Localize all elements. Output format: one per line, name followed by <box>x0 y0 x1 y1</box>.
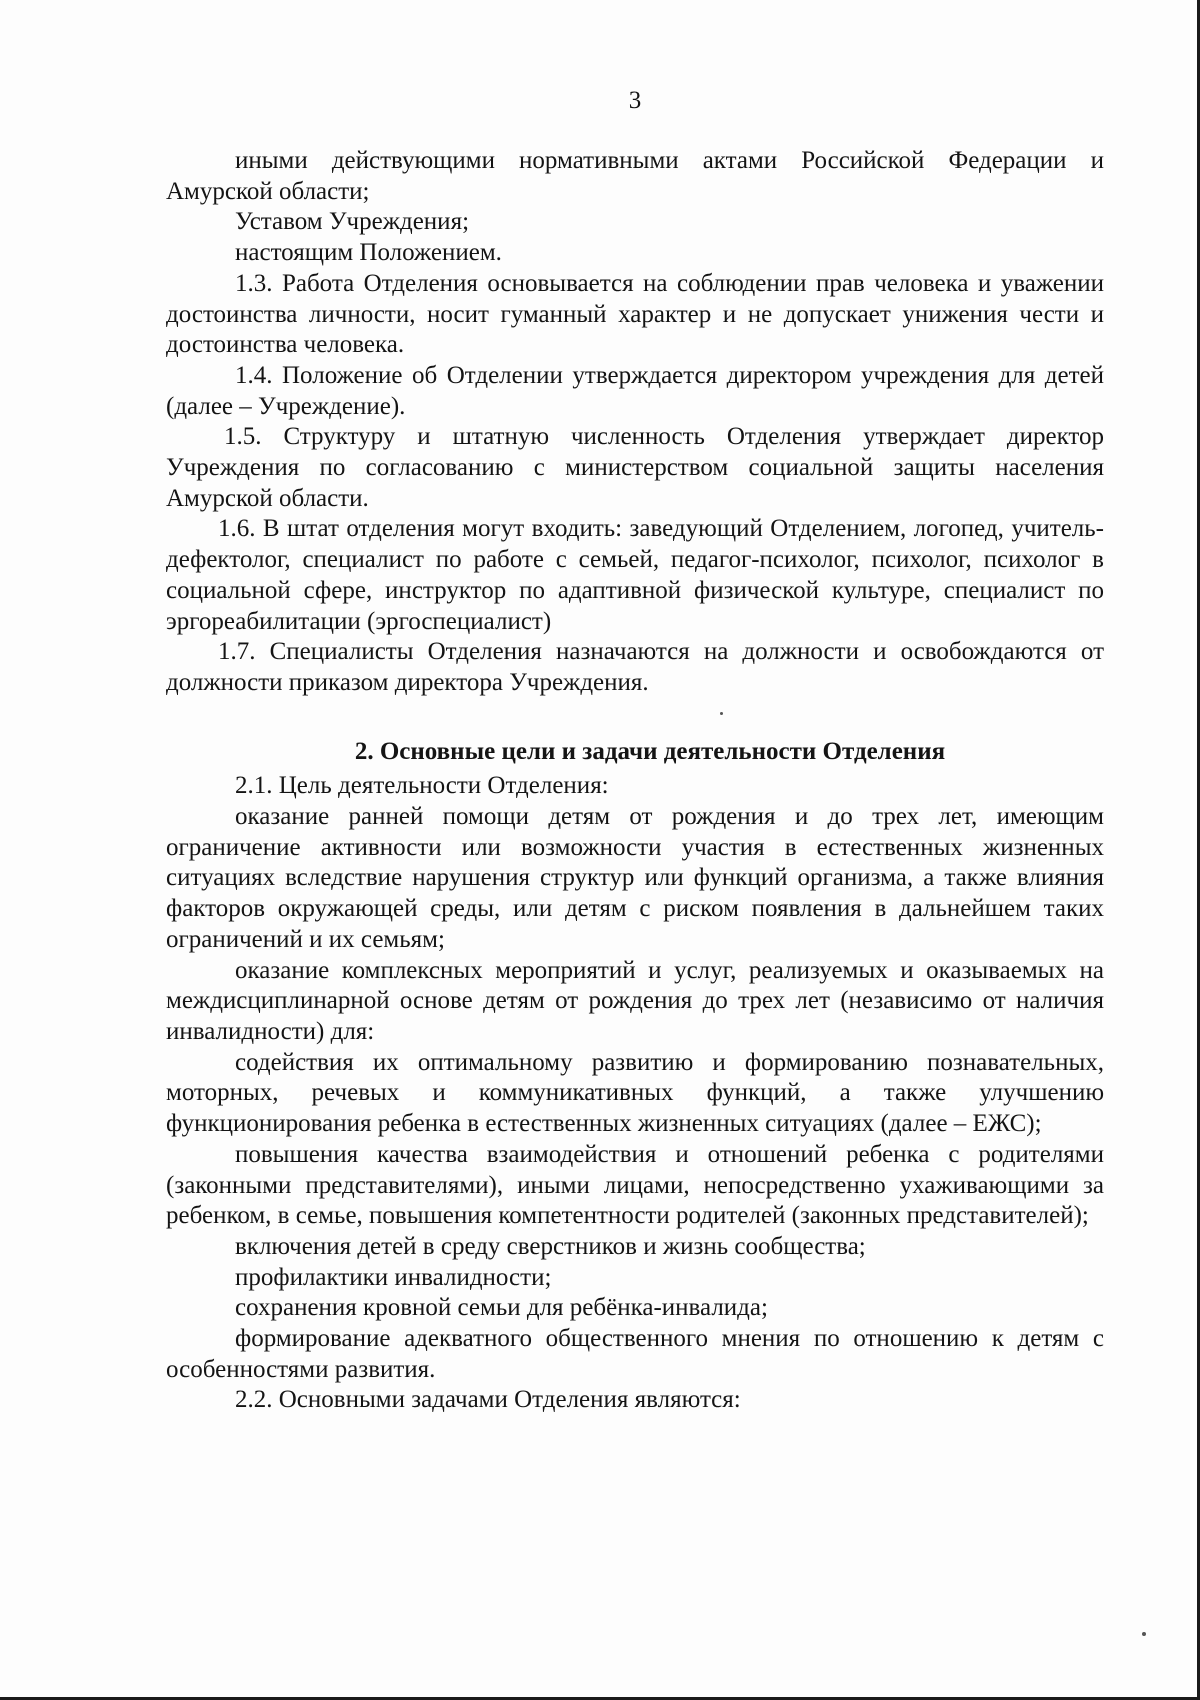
goal-family-preservation: сохранения кровной семьи для ребёнка-инвалида; <box>235 1294 768 1322</box>
goal-complex-services: оказание комплексных мероприятий и услуг, реализуемых и оказываемых на междисциплинарной основе детям от рождения до трех лет (независимо от наличия инвалидности) для: <box>166 956 1104 1045</box>
goal-inclusion: включения детей в среду сверстников и жизнь сообщества; <box>235 1232 866 1260</box>
clause-1-6: 1.6. В штат отделения могут входить: заведующий Отделением, логопед, учитель-дефектолог, специалист по работе с семьей, педагог-психолог, психолог, психолог в социальной сфере, инструктор по адаптивной физической культуре, специалист по эргореабилитации (эргоспециалист) <box>166 515 1104 635</box>
section-1-continuation <box>166 146 1104 699</box>
document-body <box>166 146 1104 1416</box>
clause-2-1: 2.1. Цель деятельности Отделения: <box>235 772 609 800</box>
clause-1-7: 1.7. Специалисты Отделения назначаются на должности и освобождаются от должности приказом директора Учреждения. <box>166 638 1104 696</box>
goal-disability-prevention: профилактики инвалидности; <box>235 1263 552 1291</box>
goal-development: содействия их оптимальному развитию и формированию познавательных, моторных, речевых и коммуникативных функций, а также улучшению функционирования ребенка в естественных жизненных ситуациях (далее – ЕЖС); <box>166 1048 1104 1138</box>
clause-1-5: 1.5. Структуру и штатную численность Отделения утверждает директор Учреждения по согласованию с министерством социальной защиты населения Амурской области. <box>166 423 1104 512</box>
goal-early-help: оказание ранней помощи детям от рождения и до трех лет, имеющим ограничение активности или возможности участия в естественных жизненных ситуациях вследствие нарушения структур или функций организма, а также влияния факторов окружающей среды, или детям с риском появления в дальнейшем таких ограничений и их семьям; <box>166 803 1104 953</box>
scan-artifact-dot <box>1142 1632 1146 1636</box>
paragraph-regulation: настоящим Положением. <box>235 239 502 267</box>
goal-interaction-quality: повышения качества взаимодействия и отношений ребенка с родителями (законными представителями), иными лицами, непосредственно ухаживающими за ребенком, в семье, повышения компетентности родителей (законных представителей); <box>166 1140 1104 1230</box>
paragraph-legal-acts: иными действующими нормативными актами Российской Федерации и Амурской области; <box>166 147 1104 205</box>
clause-1-4: 1.4. Положение об Отделении утверждается директором учреждения для детей (далее – Учреждение). <box>166 361 1104 420</box>
page-number: 3 <box>628 87 642 114</box>
section-2-body <box>166 771 1104 1416</box>
clause-1-3: 1.3. Работа Отделения основывается на соблюдении прав человека и уважении достоинства личности, носит гуманный характер и не допускает унижения чести и достоинства человека. <box>166 269 1104 359</box>
section-2-heading: 2. Основные цели и задачи деятельности Отделения <box>354 737 946 765</box>
paragraph-charter: Уставом Учреждения; <box>235 208 470 236</box>
clause-2-2: 2.2. Основными задачами Отделения являются: <box>235 1386 741 1414</box>
scan-artifact-dot <box>720 712 723 715</box>
goal-public-opinion: формирование адекватного общественного мнения по отношению к детям с особенностями развития. <box>166 1325 1104 1383</box>
